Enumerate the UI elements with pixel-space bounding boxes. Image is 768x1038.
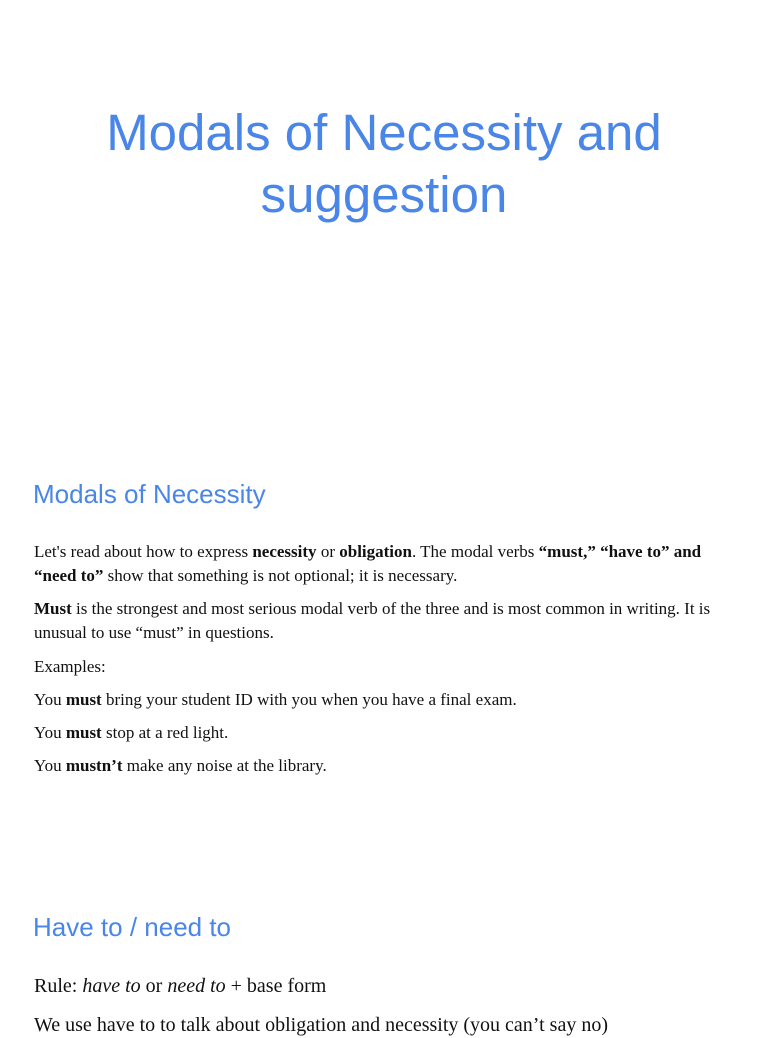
examples-label [34, 655, 736, 679]
example-bold: mustn’t [65, 756, 123, 775]
examples-label-text: Examples: [34, 657, 106, 676]
section-heading-modals-of-necessity: Modals of Necessity [33, 479, 266, 509]
rule-italic-have-to: have to [82, 975, 141, 997]
rule-italic-need-to: need to [167, 975, 226, 997]
intro-bold-necessity: necessity [252, 542, 317, 561]
intro-text: show that something is not optional; it is necessary. [103, 566, 458, 585]
rule-text: + base form [225, 975, 327, 997]
intro-text: Let's read about how to express [34, 542, 253, 561]
must-bold: Must [34, 599, 72, 618]
intro-paragraph [34, 540, 736, 588]
cut-off-line: We use have to to talk about obligation and necessity (you can’t say no) [34, 1014, 608, 1036]
page-title: Modals of Necessity and suggestion [106, 104, 662, 223]
cut-off-paragraph [34, 1012, 736, 1038]
example-text: You [34, 723, 66, 742]
example-text: bring your student ID with you when you have a final exam. [101, 690, 517, 709]
intro-text: . The modal verbs [411, 542, 539, 561]
intro-bold-modal-verbs: “must,” “have to” and “need to” [34, 542, 702, 585]
rule-paragraph [34, 973, 736, 999]
example-text: make any noise at the library. [122, 756, 327, 775]
example-bold: must [65, 723, 102, 742]
must-paragraph [34, 597, 736, 645]
example-text: You [34, 756, 66, 775]
example-item [34, 754, 736, 778]
rule-text: Rule: [34, 975, 83, 997]
must-text: is the strongest and most serious modal verb of the three and is most common in writing. It is unusual to use “must” in questions. [34, 599, 711, 642]
section-heading-have-to-need-to: Have to / need to [33, 912, 232, 942]
example-item [34, 721, 736, 745]
example-item [34, 688, 736, 712]
intro-bold-obligation: obligation [339, 542, 412, 561]
intro-text: or [316, 542, 340, 561]
example-bold: must [65, 690, 102, 709]
example-text: stop at a red light. [101, 723, 229, 742]
rule-text: or [140, 975, 168, 997]
example-text: You [34, 690, 66, 709]
